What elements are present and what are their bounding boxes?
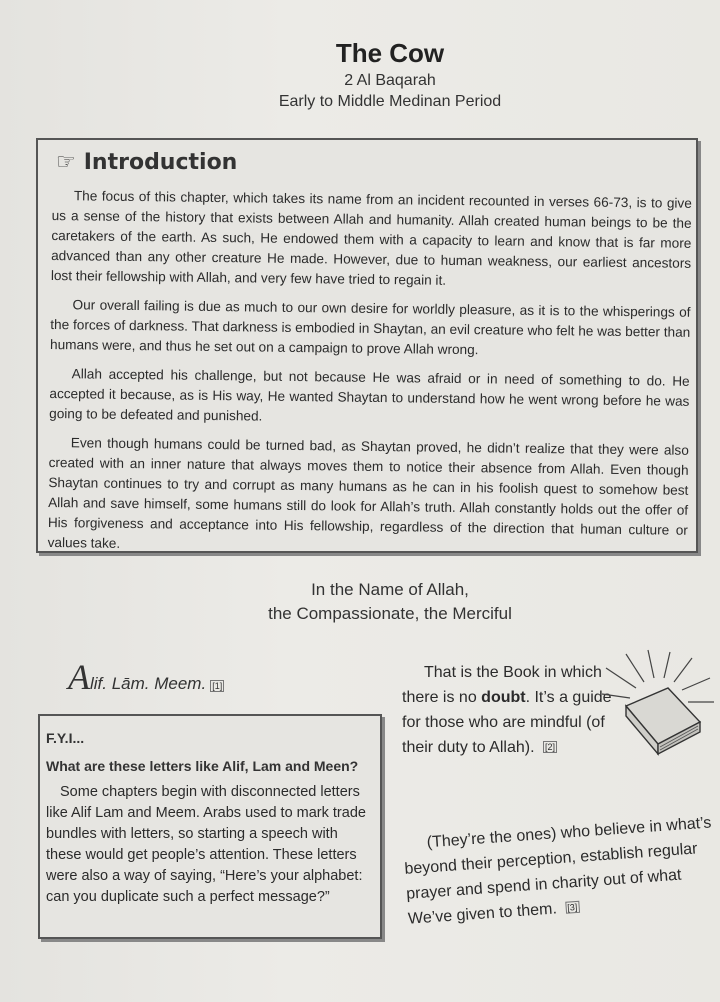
verse-2-text-before: That is the Book in which there is no (402, 664, 602, 706)
surah-number: 2 Al Baqarah (344, 72, 436, 89)
bismillah-line-1: In the Name of Allah, (311, 580, 469, 599)
verse-3-ref: [3] (565, 901, 580, 914)
introduction-paragraph: Our overall failing is due as much to our own desire for worldly pleasure, as it is to the whisperings of the forces of darkness. That darkness is embodied in Shaytan, an evil creature who felt he was better than humans were, and thus he set out on a campaign to prove Allah wrong. (49, 297, 691, 358)
verse-1 (68, 656, 224, 698)
page-title: The Cow (335, 38, 445, 68)
fyi-text: Some chapters begin with disconnected letters like Alif Lam and Meem. Arabs used to mark trade bundles with letters, so starting a speech with these would get people’s attention. These letters were also a way of saying, “Here’s your alphabet: can you duplicate such a perfect message?” (46, 784, 366, 905)
bismillah-line-2: the Compassionate, the Merciful (268, 604, 512, 623)
verse-1-ref: [1] (212, 681, 223, 691)
verse-3 (402, 810, 718, 932)
verse-2 (402, 660, 612, 760)
introduction-body (47, 186, 692, 570)
fyi-box (38, 714, 382, 939)
introduction-paragraph: Allah accepted his challenge, but not because He was afraid or in need of something to do. He accepted it because, as is His way, He wanted Shaytan to understand how he went wrong before he was going to be defeated and punished. (49, 366, 690, 424)
introduction-heading-text: Introduction (83, 150, 238, 175)
verse-1-initial: A (68, 657, 90, 697)
fyi-title: F.Y.I... (46, 730, 85, 746)
glowing-book-icon (596, 648, 716, 768)
introduction-heading (56, 150, 237, 175)
verse-1-text: lif. Lām. Meem. (90, 674, 207, 693)
verse-2-ref: [2] (544, 742, 555, 753)
introduction-paragraph: Even though humans could be turned bad, as Shaytan proved, he didn’t realize that they were also created with an inner nature that always moves them to notice their absence from Allah. Even though Shaytan continues to try and corrupt as many humans as he can in his foolish quest to somehow best Allah and save himself, some humans still do look for Allah’s truth. Allah constantly holds out the offer of His forgiveness and acceptance into His fellowship, regardless of the direction that human culture or values take. (47, 435, 689, 551)
verse-3-text: (They’re the ones) who believe in what’s beyond their perception, establish regular prayer and spend in charity out of what We’ve given to them. (404, 814, 712, 928)
introduction-paragraph: The focus of this chapter, which takes its name from an incident recounted in verses 66-73, is to give us a sense of the history that exists between Allah and humanity. Allah created human beings to be the caretakers of the earth. As such, He endowed them with a capacity to learn and know that is far more advanced than any other creature He made. However, due to human weakness, our earliest ancestors lost their fellowship with Allah, and very few have tried to regain it. (50, 188, 692, 288)
verse-2-text-after: . It’s a guide for those who are mindful (of their duty to Allah). (402, 689, 612, 756)
verse-2-bold: doubt (481, 689, 526, 706)
revelation-period: Early to Middle Medinan Period (278, 93, 502, 110)
fyi-question: What are these letters like Alif, Lam and Meen? (46, 758, 359, 774)
pointing-hand-icon: ☞ (56, 150, 76, 175)
